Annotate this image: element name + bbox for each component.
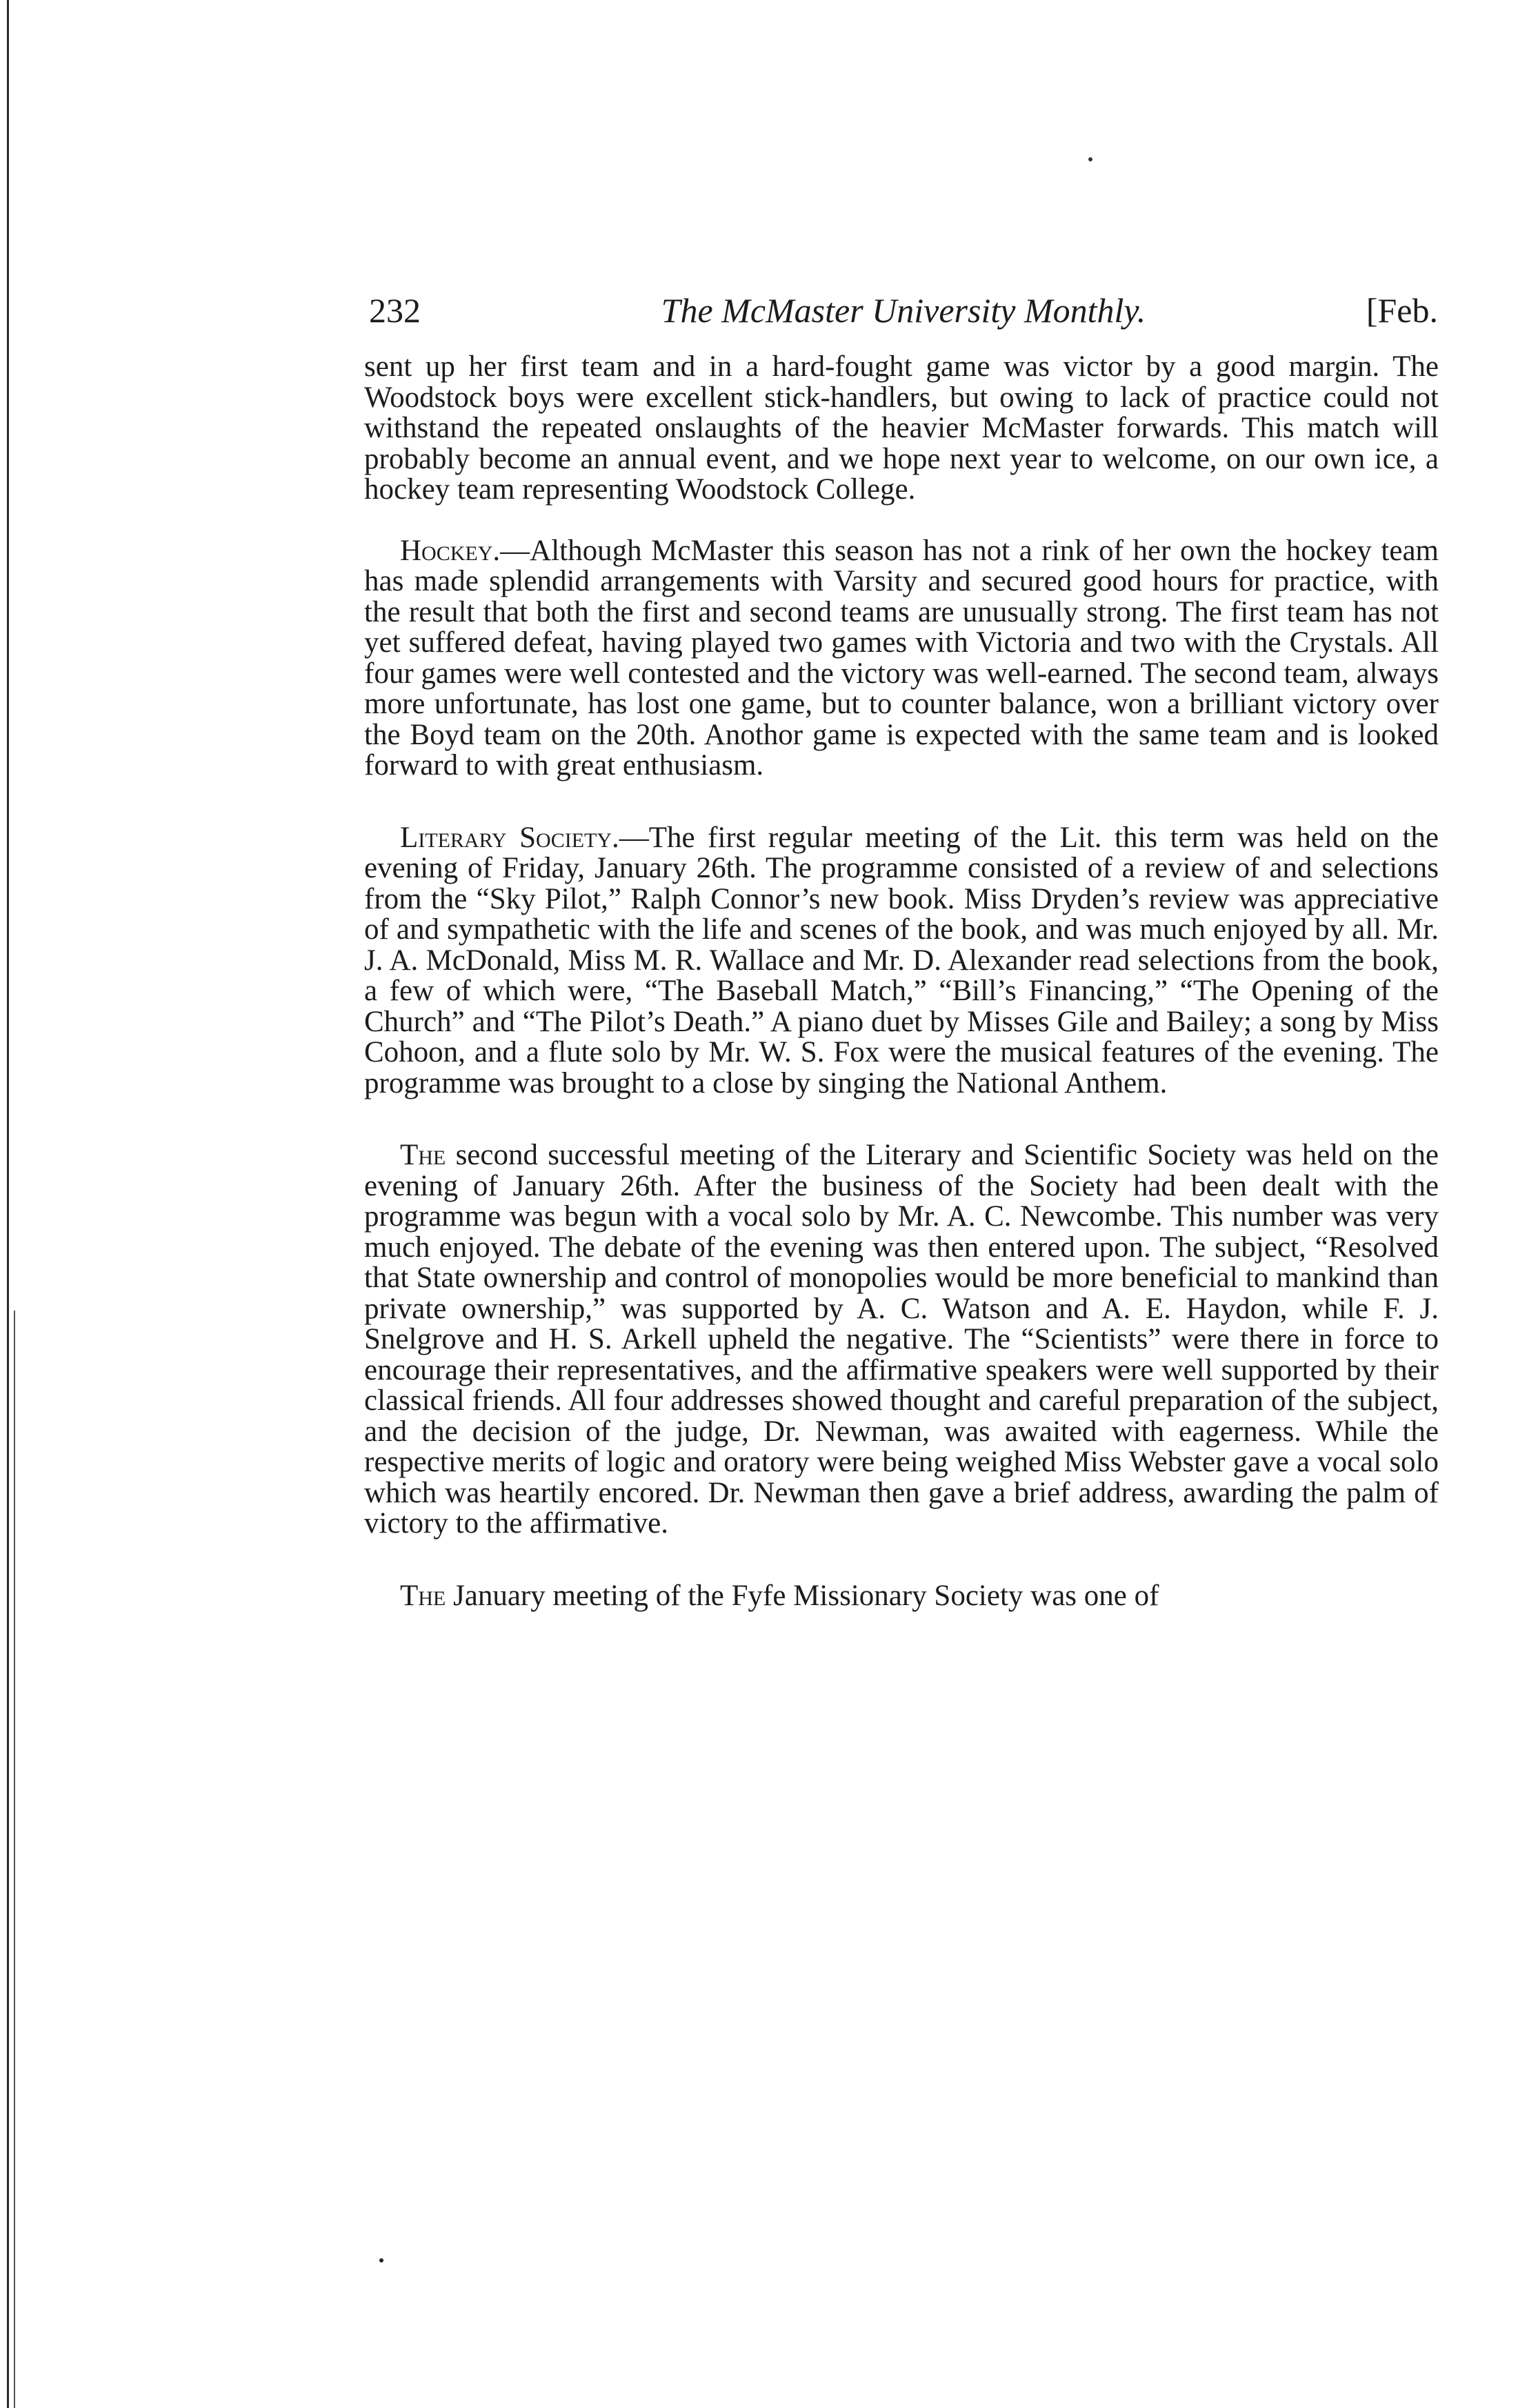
- issue-month: [Feb.: [1366, 291, 1438, 330]
- article-body: [364, 352, 1439, 1611]
- paragraph-woodstock-match: sent up her first team and in a hard-fought game was victor by a good margin. The Woodstock boys were excellent stick-handlers, but owing to lack of practice could not withstand the repeated onslaughts of the heavier McMaster forwards. This match will probably become an annual event, and we hope next year to welcome, on our own ice, a hockey team representing Woodstock College.: [364, 350, 1439, 506]
- journal-title: The McMaster University Monthly.: [661, 291, 1146, 330]
- section-lead-second-meeting: The: [400, 1139, 446, 1171]
- print-dot: [379, 2258, 383, 2262]
- print-speck: [1088, 157, 1092, 161]
- section-lead-literary-society: Literary Society.: [400, 821, 619, 854]
- paragraph-literary-society-text: —The first regular meeting of the Lit. this term was held on the evening of Friday, January 26th. The programme consisted of a review of and selections from the “Sky Pilot,” Ralph Connor’s new book. Miss Dryden’s review was appreciative of and sympathetic with the life and scenes of the book, and was much enjoyed by all. Mr. J. A. McDonald, Miss M. R. Wallace and Mr. D. Alexander read selections from the book, a few of which were, “The Baseball Match,” “Bill’s Financing,” “The Opening of the Church” and “The Pilot’s Death.” A piano duet by Misses Gile and Bailey; a song by Miss Cohoon, and a flute solo by Mr. W. S. Fox were the musical features of the evening. The programme was brought to a close by singing the National Anthem.: [364, 821, 1439, 1099]
- paragraph-hockey: [364, 536, 1439, 782]
- paragraph-second-meeting: [364, 1140, 1439, 1540]
- section-lead-hockey: Hockey.: [400, 534, 501, 567]
- section-lead-fyfe-missionary: The: [400, 1579, 446, 1612]
- page-number: 232: [369, 291, 421, 330]
- binding-edge-line: [7, 0, 9, 2408]
- paragraph-hockey-text: —Although McMaster this season has not a rink of her own the hockey team has made splendid arrangements with Varsity and secured good hours for practice, with the result that both the first and second teams are unusually strong. The first team has not yet suffered defeat, having played two games with Victoria and two with the Crystals. All four games were well contested and the victory was well-earned. The second team, always more unfortunate, has lost one game, but to counter balance, won a brilliant victory over the Boyd team on the 20th. Anothor game is expected with the same team and is looked forward to with great enthusiasm.: [364, 534, 1439, 782]
- paragraph-second-meeting-text: second successful meeting of the Literary and Scientific Society was held on the evening of January 26th. After the business of the Society had been dealt with the programme was begun with a vocal solo by Mr. A. C. Newcombe. This number was very much enjoyed. The debate of the evening was then entered upon. The subject, “Resolved that State ownership and control of monopolies would be more beneficial to mankind than private ownership,” was supported by A. C. Watson and A. E. Haydon, while F. J. Snelgrove and H. S. Arkell upheld the negative. The “Scientists” were there in force to encourage their representatives, and the affirmative speakers were well supported by their classical friends. All four addresses showed thought and careful preparation of the subject, and the decision of the judge, Dr. Newman, was awaited with eagerness. While the respective merits of logic and oratory were being weighed Miss Webster gave a vocal solo which was heartily encored. Dr. Newman then gave a brief address, awarding the palm of victory to the affirmative.: [364, 1139, 1439, 1540]
- paragraph-fyfe-missionary-text: January meeting of the Fyfe Missionary Society was one of: [446, 1579, 1159, 1612]
- paragraph-literary-society: [364, 823, 1439, 1099]
- binding-edge-line-lower: [14, 1311, 15, 2408]
- running-head: [369, 286, 1438, 335]
- paragraph-fyfe-missionary: [364, 1581, 1439, 1612]
